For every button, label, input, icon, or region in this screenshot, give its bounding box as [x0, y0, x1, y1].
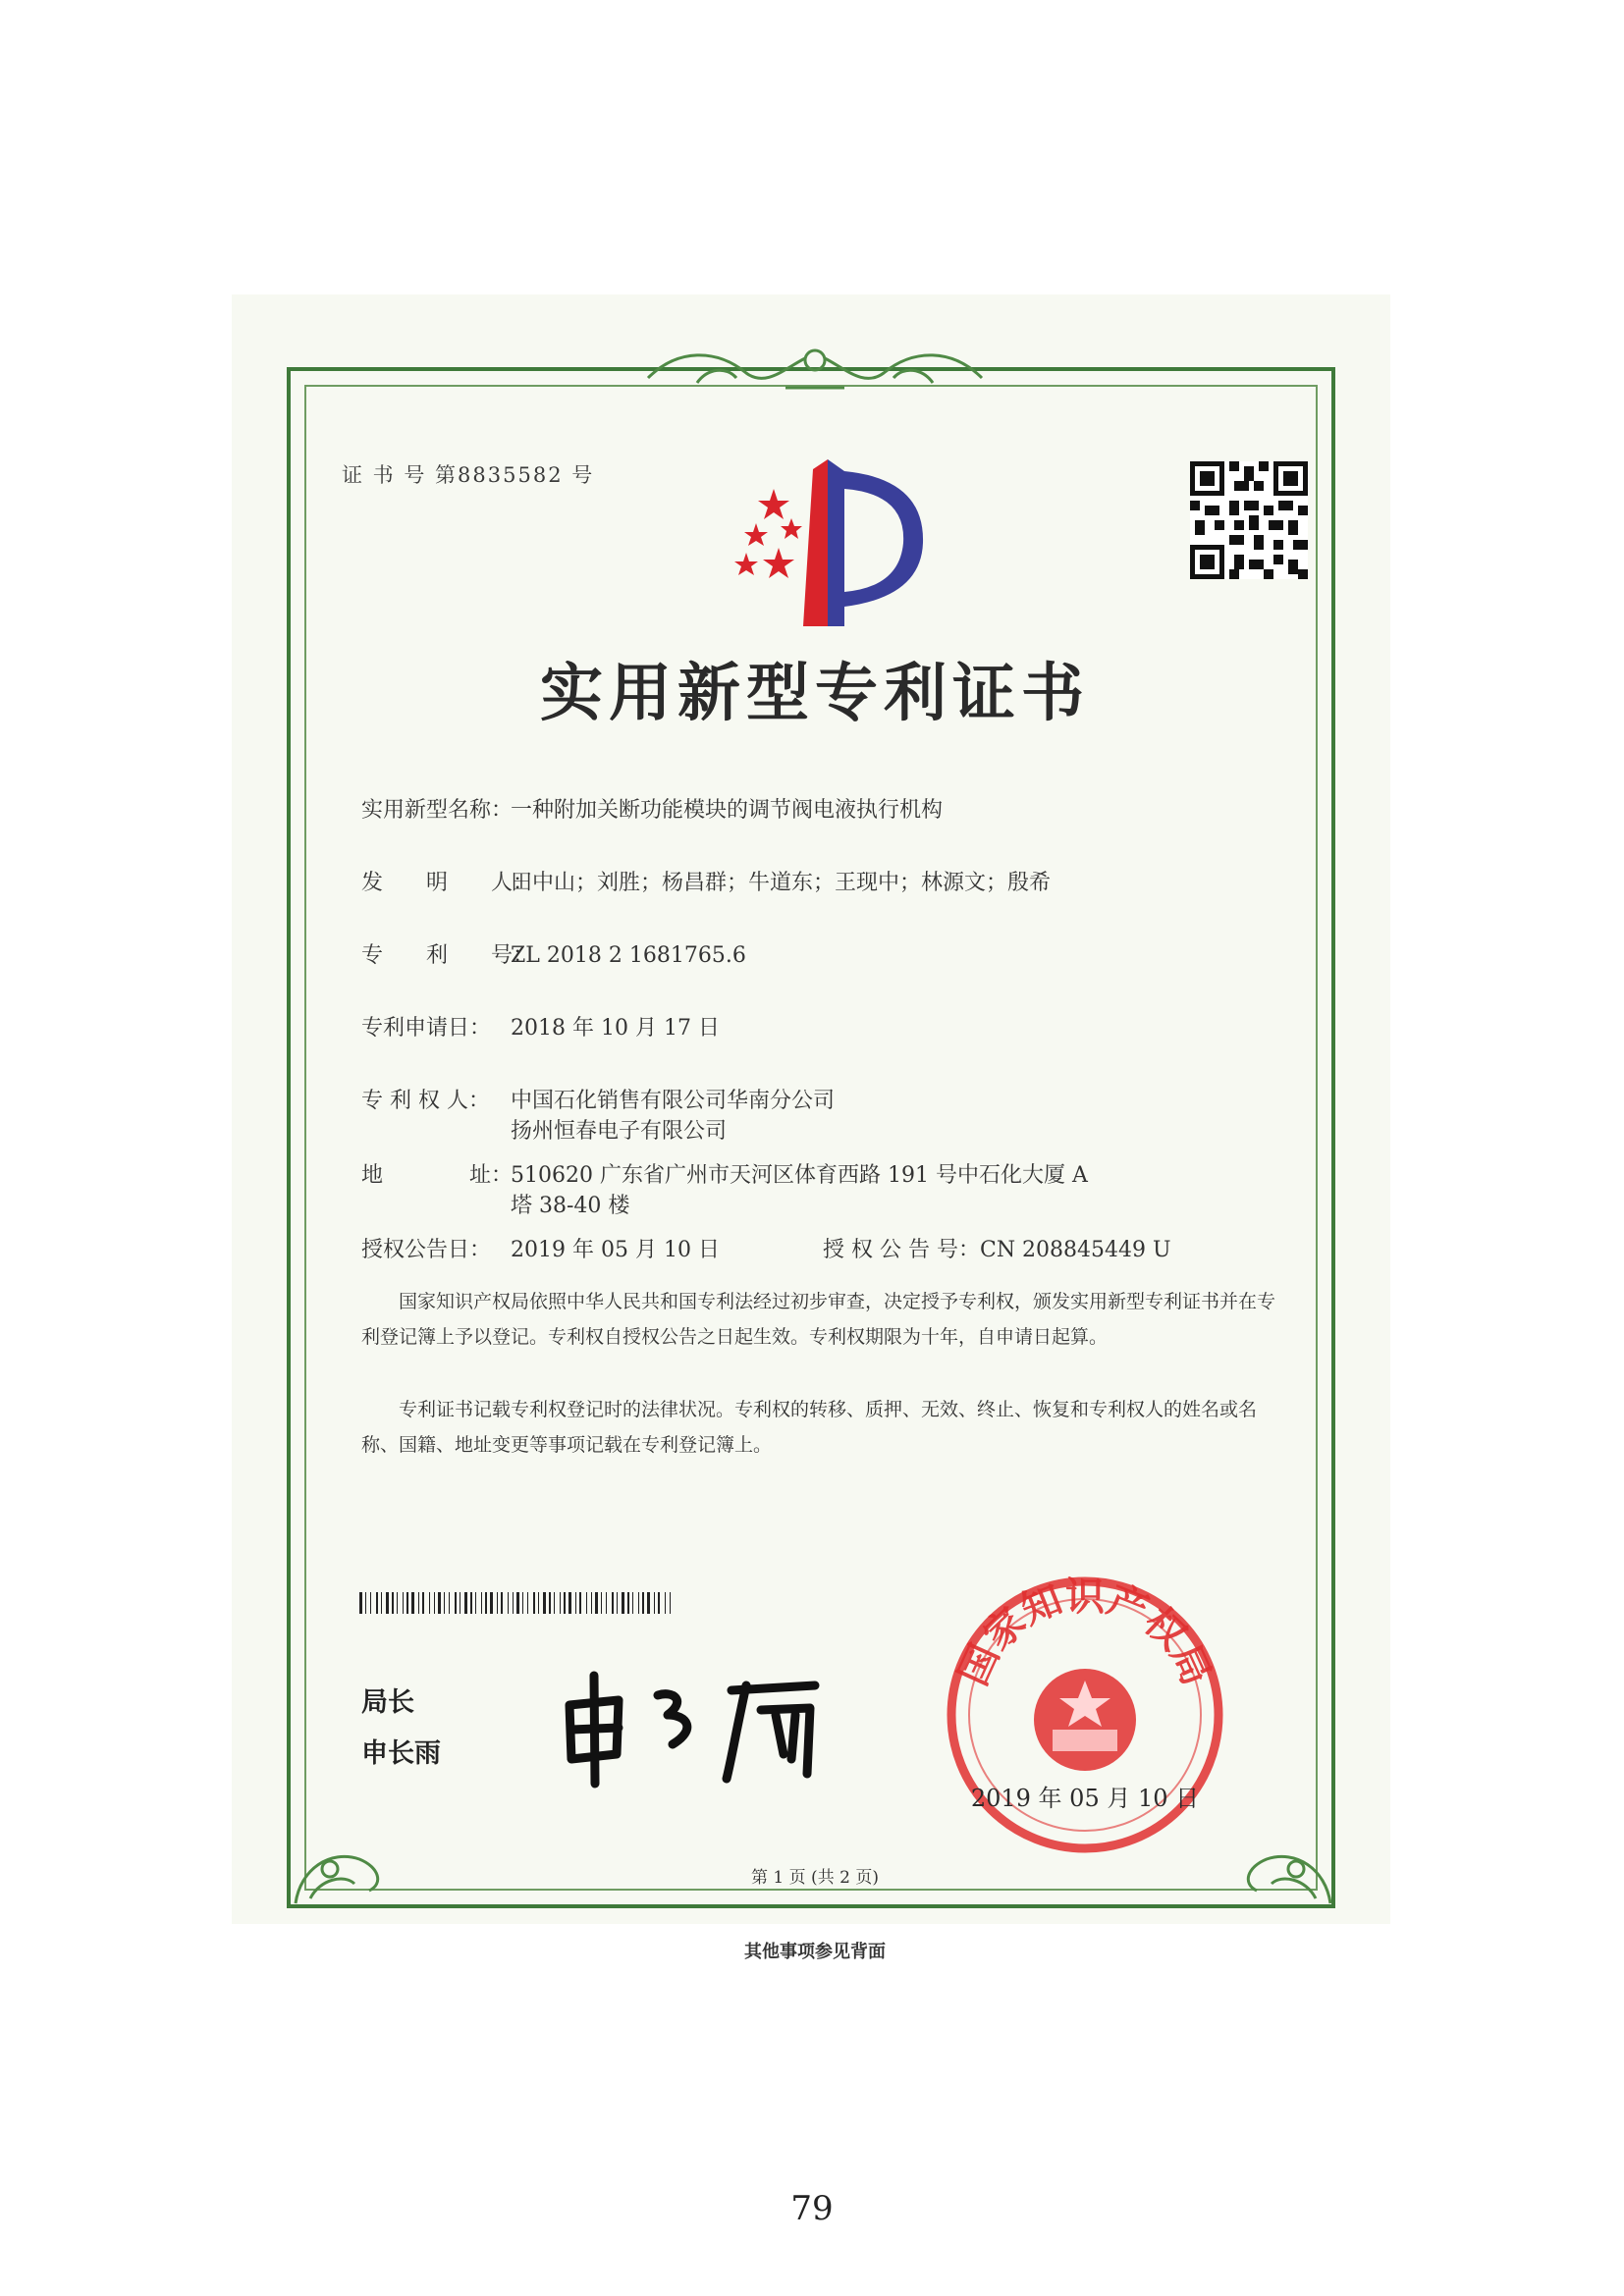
- field-value-line2: 塔 38-40 楼: [511, 1194, 630, 1218]
- field-value: 中国石化销售有限公司华南分公司: [511, 1089, 836, 1113]
- signer-name: 申长雨: [361, 1738, 441, 1769]
- field-value: 510620 广东省广州市天河区体育西路 191 号中石化大厦 A: [511, 1163, 1088, 1188]
- field-value: 2018 年 10 月 17 日: [511, 1016, 720, 1041]
- field-value: ZL 2018 2 1681765.6: [511, 943, 746, 968]
- qr-code-icon: [1190, 461, 1308, 579]
- field-application-date: [361, 1011, 720, 1041]
- back-note: 其他事项参见背面: [744, 1942, 886, 1962]
- field-value: 一种附加关断功能模块的调节阀电液执行机构: [511, 798, 944, 823]
- field-label: 专 利 权 人：: [361, 1089, 490, 1113]
- field-label: 专 利 号：: [361, 943, 535, 968]
- official-seal-icon: [943, 1573, 1227, 1857]
- field-label: 实用新型名称：: [361, 798, 514, 823]
- legal-paragraph-1: 国家知识产权局依照中华人民共和国专利法经过初步审查，决定授予专利权，颁发实用新型专利证书并在专利登记簿上予以登记。专利权自授权公告之日起生效。专利权期限为十年，自申请日起算。: [361, 1291, 1276, 1348]
- field-inventors: [361, 866, 1051, 896]
- field-value: CN 208845449 U: [979, 1238, 1171, 1262]
- field-label: 授 权 公 告 号：: [823, 1238, 980, 1262]
- field-grant-date: [361, 1233, 720, 1263]
- field-label: 专利申请日：: [361, 1016, 492, 1041]
- field-address: [361, 1158, 1088, 1219]
- top-ornament-icon: [638, 339, 992, 398]
- field-patentee: [361, 1084, 835, 1145]
- signer-role: 局长: [361, 1687, 414, 1718]
- field-patent-number: [361, 938, 746, 969]
- field-label: 地 址：: [361, 1163, 514, 1188]
- field-label: 授权公告日：: [361, 1238, 492, 1262]
- barcode-icon: [359, 1592, 674, 1614]
- field-label: 发 明 人：: [361, 871, 535, 895]
- field-value-line2: 扬州恒春电子有限公司: [511, 1119, 728, 1144]
- cnipa-logo-icon: [734, 450, 931, 632]
- corner-ornament-bottom-left-icon: [291, 1830, 399, 1908]
- legal-paragraph-2: 专利证书记载专利权登记时的法律状况。专利权的转移、质押、无效、终止、恢复和专利权人的姓名或名称、国籍、地址变更等事项记载在专利登记簿上。: [361, 1399, 1258, 1456]
- certificate-page-info: 第 1 页 (共 2 页): [751, 1868, 879, 1888]
- corner-ornament-bottom-right-icon: [1227, 1830, 1335, 1908]
- field-name: [361, 793, 943, 824]
- page-number: 79: [790, 2189, 834, 2228]
- field-value: 2019 年 05 月 10 日: [511, 1238, 720, 1262]
- seal-text: 国家知识产权局: [950, 1574, 1219, 1692]
- handwritten-signature-icon: [550, 1661, 835, 1789]
- certificate-title: 实用新型专利证书: [540, 657, 1090, 730]
- certificate-number: 证 书 号 第8835582 号: [342, 463, 595, 487]
- field-value: 田中山；刘胜；杨昌群；牛道东；王现中；林源文；殷希: [511, 871, 1052, 895]
- field-grant-number: [823, 1233, 1171, 1263]
- seal-date: 2019 年 05 月 10 日: [970, 1785, 1200, 1812]
